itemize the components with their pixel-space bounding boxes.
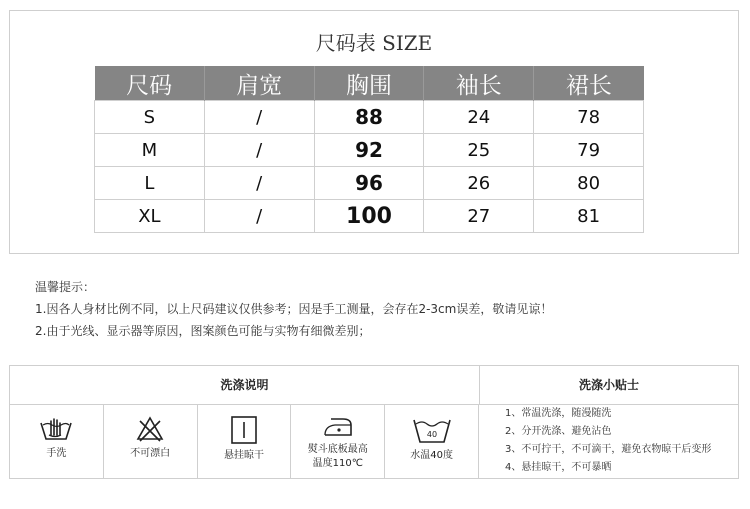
table-row	[95, 134, 644, 167]
cell-sleeve: 24	[424, 101, 534, 134]
wash-icon-label: 悬挂晾干	[223, 450, 264, 461]
header-size: 尺码	[95, 66, 205, 101]
size-table	[94, 66, 644, 233]
wash-icon-cell	[385, 405, 479, 478]
header-sleeve: 袖长	[424, 66, 534, 101]
cell-shoulder: /	[204, 101, 314, 134]
table-row	[95, 101, 644, 134]
wash-icon-label	[308, 443, 368, 471]
wash-tips-title: 洗涤小贴士	[578, 378, 639, 392]
hand-wash-icon	[39, 415, 73, 443]
list-item: 4、悬挂晾干，不可暴晒	[505, 462, 612, 473]
wash-icon-cell	[198, 405, 292, 478]
table-row	[95, 167, 644, 200]
table-row	[95, 200, 644, 233]
cell-skirt-length: 81	[534, 200, 644, 233]
cell-size: XL	[95, 200, 205, 233]
cell-shoulder: /	[204, 200, 314, 233]
tips-section	[35, 276, 552, 342]
wash-icon-label: 不可漂白	[130, 448, 171, 459]
wash-icons-row	[10, 405, 479, 478]
water-temp-badge: 40	[426, 430, 437, 439]
wash-icon-cell	[104, 405, 198, 478]
size-table-header	[95, 66, 644, 101]
wash-tips-list	[505, 405, 711, 477]
cell-sleeve: 26	[424, 167, 534, 200]
cell-sleeve: 25	[424, 134, 534, 167]
tips-title: 温馨提示：	[35, 280, 96, 294]
header-bust: 胸围	[314, 66, 424, 101]
list-item: 2、分开洗涤、避免沾色	[505, 426, 612, 437]
hang-dry-icon	[229, 415, 259, 445]
header-skirt-length: 裙长	[534, 66, 644, 101]
cell-size: L	[95, 167, 205, 200]
cell-bust: 88	[314, 101, 424, 134]
cell-skirt-length: 80	[534, 167, 644, 200]
iron-icon	[321, 415, 355, 439]
cell-sleeve: 27	[424, 200, 534, 233]
cell-size: M	[95, 134, 205, 167]
wash-header	[10, 366, 738, 405]
tips-line-1: 1.因各人身材比例不同，以上尺码建议仅供参考；因是手工测量，会存在2-3cm误差，敬请见谅！	[35, 302, 553, 316]
wash-icon-label: 手洗	[46, 448, 67, 459]
size-chart-title: 尺码表 SIZE	[315, 31, 433, 55]
wash-icon-cell	[10, 405, 104, 478]
iron-label-line-2: 温度110℃	[312, 458, 363, 469]
list-item: 3、不可拧干，不可滴干，避免衣物晾干后变形	[505, 444, 712, 455]
list-item: 1、常温洗涤，随漫随洗	[505, 408, 612, 419]
wash-icon-cell	[291, 405, 385, 478]
cell-bust: 96	[314, 167, 424, 200]
cell-bust: 100	[314, 200, 424, 233]
iron-label-line-1: 熨斗底板最高	[307, 444, 368, 455]
cell-size: S	[95, 101, 205, 134]
cell-skirt-length: 79	[534, 134, 644, 167]
cell-shoulder: /	[204, 134, 314, 167]
wash-icon-label: 水温40度	[410, 450, 453, 461]
wash-instructions-title: 洗涤说明	[10, 366, 480, 404]
water-temp-icon	[412, 415, 452, 445]
header-shoulder: 肩宽	[204, 66, 314, 101]
cell-shoulder: /	[204, 167, 314, 200]
size-chart-panel	[9, 10, 739, 254]
no-bleach-icon	[135, 415, 165, 443]
cell-bust: 92	[314, 134, 424, 167]
tips-line-2: 2.由于光线、显示器等原因，图案颜色可能与实物有细微差别；	[35, 324, 371, 338]
cell-skirt-length: 78	[534, 101, 644, 134]
